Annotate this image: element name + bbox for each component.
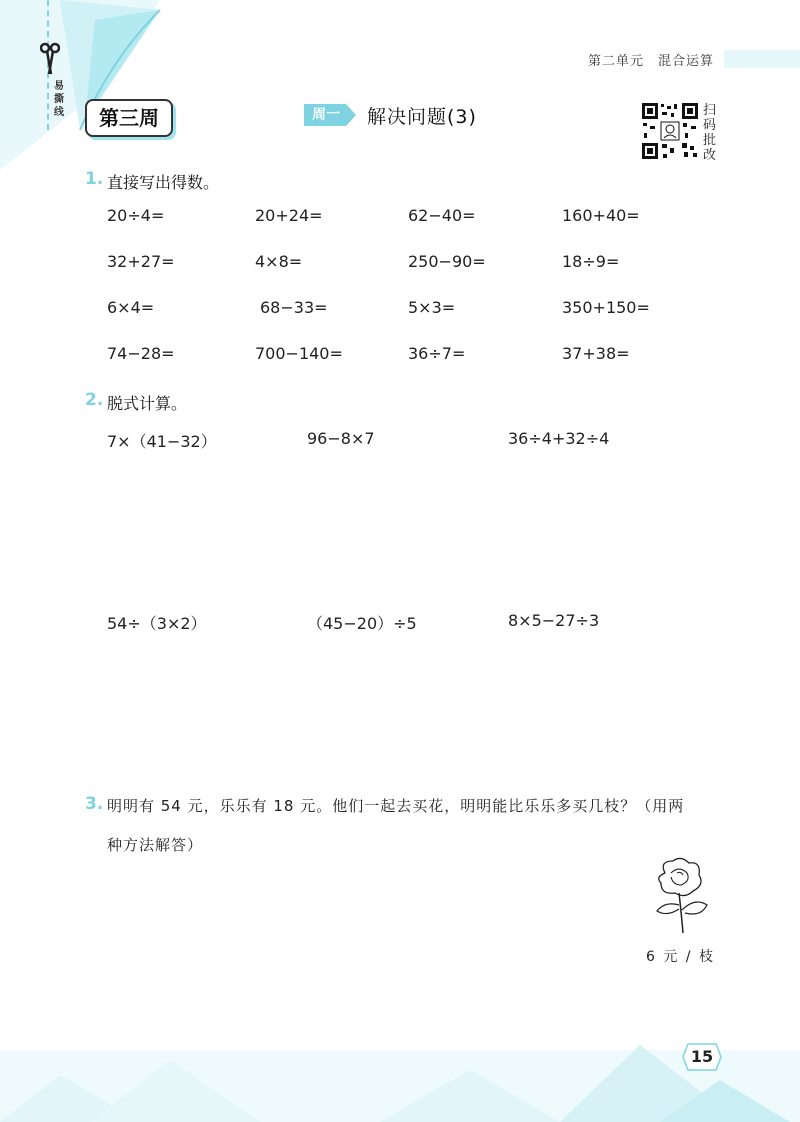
- q3-text-line2: 种方法解答）: [107, 836, 204, 854]
- q1-problem: 700−140=: [255, 344, 343, 363]
- q2-problem: 8×5−27÷3: [508, 611, 600, 630]
- unit-header: 第二单元 混合运算: [587, 54, 714, 69]
- q1-problem: 160+40=: [562, 206, 640, 225]
- q2-problem: 54÷（3×2）: [107, 614, 207, 633]
- q1-problem: 68−33=: [260, 298, 328, 317]
- day-tag: [304, 104, 356, 126]
- page-number: [682, 1043, 722, 1071]
- q2-number: 2.: [85, 390, 104, 410]
- corner-decoration: [0, 0, 220, 170]
- q2-title: 脱式计算。: [107, 394, 188, 413]
- qr-code-icon[interactable]: [641, 102, 699, 160]
- page-number-text: 15: [690, 1047, 714, 1066]
- q1-title: 直接写出得数。: [107, 173, 220, 192]
- q1-problem: 20+24=: [255, 206, 323, 225]
- q1-problem: 350+150=: [562, 298, 650, 317]
- q1-problem: 62−40=: [408, 206, 476, 225]
- q1-problem: 36÷7=: [408, 344, 466, 363]
- scissors-icon: [40, 42, 60, 76]
- q1-problem: 5×3=: [408, 298, 456, 317]
- q3-text-line1: 明明有 54 元，乐乐有 18 元。他们一起去买花，明明能比乐乐多买几枝？（用两: [107, 797, 685, 815]
- q1-problem: 4×8=: [255, 252, 303, 271]
- q1-problem: 20÷4=: [107, 206, 165, 225]
- q1-problem: 6×4=: [107, 298, 155, 317]
- q1-number: 1.: [85, 169, 104, 189]
- q2-problem: 7×（41−32）: [107, 432, 217, 451]
- q1-problem: 18÷9=: [562, 252, 620, 271]
- flower-icon: [645, 855, 715, 935]
- day-label: 周一: [312, 107, 340, 123]
- lesson-title: 解决问题(3): [367, 106, 477, 128]
- bottom-decoration: [0, 1030, 800, 1122]
- q1-problem: 74−28=: [107, 344, 175, 363]
- header-bar: [724, 50, 800, 68]
- qr-label: 扫码批改: [703, 103, 717, 163]
- q1-problem: 32+27=: [107, 252, 175, 271]
- q1-problem: 250−90=: [408, 252, 486, 271]
- q2-problem: 96−8×7: [307, 429, 375, 448]
- q2-problem: （45−20）÷5: [307, 614, 417, 633]
- tear-line-label: 易撕线: [54, 81, 64, 118]
- q3-number: 3.: [85, 794, 104, 814]
- q1-problem: 37+38=: [562, 344, 630, 363]
- q2-problem: 36÷4+32÷4: [508, 429, 610, 448]
- flower-price: 6 元 / 枝: [646, 949, 715, 965]
- week-badge: 第三周: [85, 99, 173, 137]
